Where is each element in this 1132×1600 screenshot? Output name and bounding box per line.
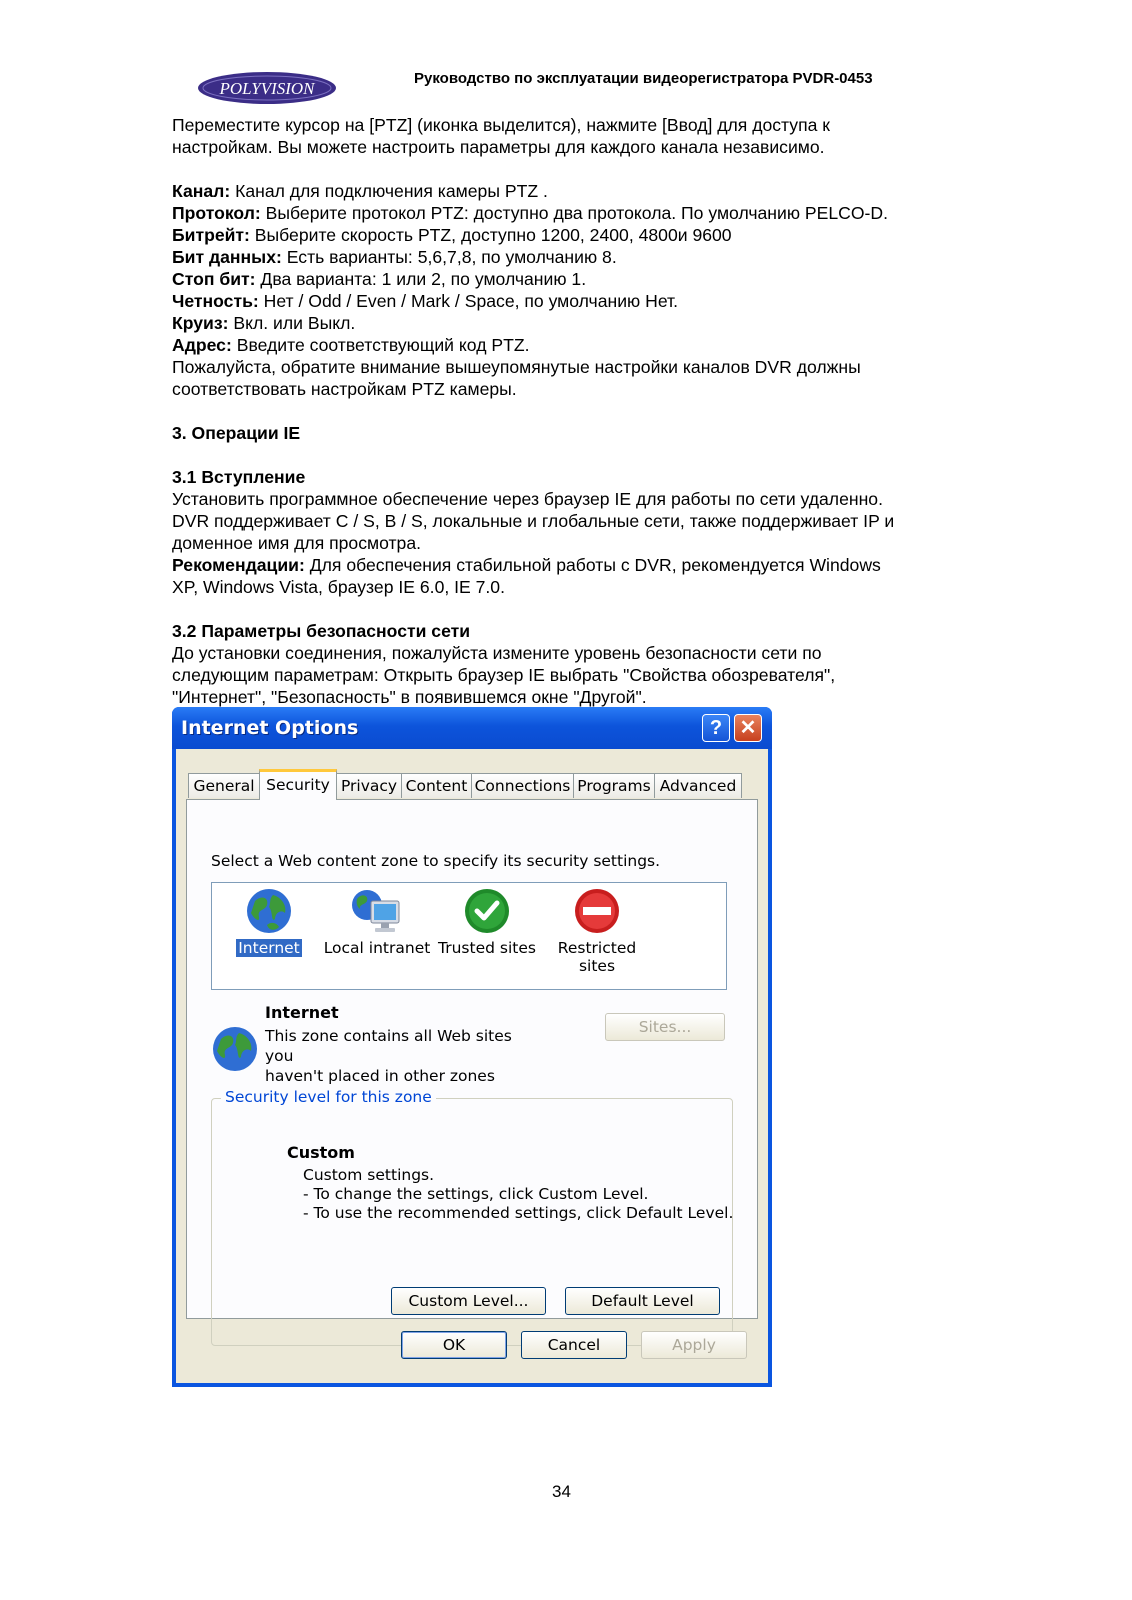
internet-options-dialog (172, 707, 772, 1387)
level-title: Custom (287, 1143, 355, 1162)
cancel-button[interactable]: Cancel (521, 1331, 627, 1359)
zone-restricted-sites[interactable] (542, 887, 652, 975)
param-text: Два варианта: 1 или 2, по умолчанию 1. (255, 269, 587, 289)
level-description: Custom settings. - To change the settings, click Custom Level. - To use the recommended settings, click Default Level. (303, 1166, 734, 1222)
param-text: Введите соответствующий код PTZ. (231, 335, 530, 355)
section-heading: 3.2 Параметры безопасности сети (172, 621, 471, 641)
s32-line: "Интернет", "Безопасность" в появившемся окне "Другой". (172, 687, 647, 707)
section-heading: 3. Операции IE (172, 423, 301, 443)
tab-programs[interactable]: Programs (573, 773, 655, 798)
zone-instruction: Select a Web content zone to specify its security settings. (211, 852, 661, 870)
param-line (172, 268, 972, 290)
param-label: Круиз: (172, 313, 229, 333)
tab-advanced[interactable]: Advanced (654, 773, 742, 798)
param-text: Выберите скорость PTZ, доступно 1200, 2400, 4800и 9600 (249, 225, 732, 245)
close-button[interactable]: ✕ (734, 714, 762, 742)
help-button[interactable]: ? (702, 714, 730, 742)
s31-line: доменное имя для просмотра. (172, 533, 422, 553)
param-label: Четность: (172, 291, 259, 311)
zone-label: Restricted (557, 939, 637, 957)
recommendation-line: XP, Windows Vista, браузер IE 6.0, IE 7.0. (172, 577, 505, 597)
sites-button[interactable]: Sites... (605, 1013, 725, 1041)
param-line (172, 202, 972, 224)
param-label: Битрейт: (172, 225, 250, 245)
param-label: Протокол: (172, 203, 261, 223)
intro-line: Переместите курсор на [PTZ] (иконка выделится), нажмите [Ввод] для доступа к (172, 115, 831, 135)
param-line (172, 180, 972, 202)
param-line (172, 290, 972, 312)
param-text: Нет / Odd / Even / Mark / Space, по умолчанию Нет. (258, 291, 679, 311)
security-tab-panel (186, 799, 758, 1319)
recommendation-line: Рекомендации: Для обеспечения стабильной работы с DVR, рекомендуется Windows (172, 555, 881, 575)
s31-line: Установить программное обеспечение через браузер IE для работы по сети удаленно. (172, 489, 883, 509)
rec-label: Рекомендации: (172, 555, 305, 575)
tab-content[interactable]: Content (401, 773, 472, 798)
param-line (172, 246, 972, 268)
tab-general[interactable]: General (188, 773, 260, 798)
zone-label: Internet (238, 939, 300, 957)
page-number: 34 (552, 1482, 571, 1501)
check-icon (463, 887, 511, 935)
s31-line: DVR поддерживает C / S, B / S, локальные и глобальные сети, также поддерживает IP и (172, 511, 895, 531)
dialog-title: Internet Options (181, 717, 359, 739)
intro-line: настройкам. Вы можете настроить параметры для каждого канала независимо. (172, 137, 825, 157)
polyvision-logo (197, 71, 337, 105)
param-label: Стоп бит: (172, 269, 256, 289)
globe-icon (245, 887, 293, 935)
zone-list (211, 882, 727, 990)
param-label: Адрес: (172, 335, 232, 355)
svg-text:POLYVISION: POLYVISION (219, 79, 315, 98)
param-line (172, 224, 972, 246)
manual-text (172, 114, 972, 708)
zone-local-intranet[interactable] (322, 887, 432, 957)
zone-info-title: Internet (265, 1003, 339, 1022)
ok-button[interactable]: OK (401, 1331, 507, 1359)
globe-icon (211, 1025, 259, 1073)
zone-label: sites (578, 957, 616, 975)
custom-level-button[interactable]: Custom Level... (391, 1287, 546, 1315)
default-level-button[interactable]: Default Level (565, 1287, 720, 1315)
tab-security[interactable]: Security (259, 769, 337, 800)
zone-info-description: This zone contains all Web sites you haven't placed in other zones (265, 1027, 512, 1085)
computer-globe-icon (351, 887, 403, 935)
param-label: Бит данных: (172, 247, 282, 267)
header-title: Руководство по эксплуатации видеорегистратора PVDR-0453 (414, 70, 873, 87)
note-line: Пожалуйста, обратите внимание вышеупомянутые настройки каналов DVR должны (172, 357, 861, 377)
section-heading: 3.1 Вступление (172, 467, 306, 487)
tab-strip (188, 769, 758, 799)
param-text: Выберите протокол PTZ: доступно два протокола. По умолчанию PELCO-D. (260, 203, 888, 223)
param-label: Канал: (172, 181, 231, 201)
zone-trusted-sites[interactable] (432, 887, 542, 957)
note-line: соответствовать настройкам PTZ камеры. (172, 379, 517, 399)
dialog-client (176, 749, 768, 1383)
param-line (172, 312, 972, 334)
security-level-legend: Security level for this zone (221, 1088, 436, 1106)
zone-internet[interactable] (214, 887, 324, 957)
zone-label: Trusted sites (438, 939, 536, 957)
no-entry-icon (573, 887, 621, 935)
tab-connections[interactable]: Connections (471, 773, 574, 798)
param-text: Вкл. или Выкл. (228, 313, 356, 333)
tab-privacy[interactable]: Privacy (336, 773, 402, 798)
param-line (172, 334, 972, 356)
s32-line: До установки соединения, пожалуйста измените уровень безопасности сети по (172, 643, 822, 663)
dialog-titlebar[interactable] (172, 707, 772, 749)
s32-line: следующим параметрам: Открыть браузер IE выбрать "Свойства обозревателя", (172, 665, 836, 685)
param-text: Есть варианты: 5,6,7,8, по умолчанию 8. (281, 247, 617, 267)
param-text: Канал для подключения камеры PTZ . (230, 181, 548, 201)
zone-label: Local intranet (323, 939, 431, 957)
apply-button[interactable]: Apply (641, 1331, 747, 1359)
